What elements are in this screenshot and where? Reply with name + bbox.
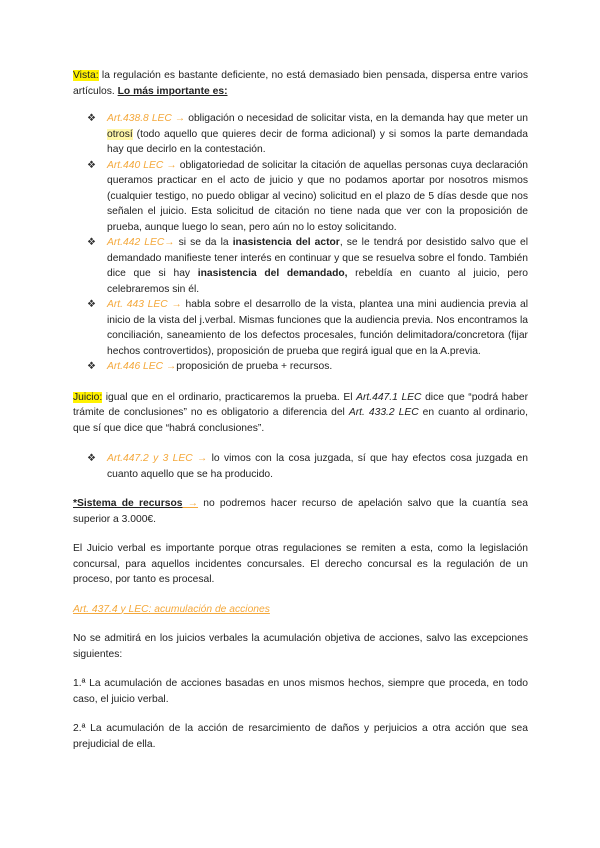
diamond-bullet-icon: ❖ <box>87 113 96 124</box>
list-item: ❖ Art.446 LEC →proposición de prueba + recursos. <box>73 359 528 375</box>
juicio-label: Juicio: <box>73 391 103 403</box>
list-item: ❖ Art. 443 LEC → habla sobre el desarrollo de la vista, plantea una mini audiencia previa al inicio de la vista del j.verbal. Mismas funciones que la audiencia previa. Nos encontramos la conciliación, saneamiento de los defectos procesales, función delimitadora/concretora (fijar hechos controvertidos), proposición de prueba que regirá igual que en la A.previa. <box>87 299 529 357</box>
diamond-bullet-icon: ❖ <box>87 237 96 248</box>
vista-paragraph <box>73 68 528 99</box>
diamond-bullet-icon: ❖ <box>87 299 96 310</box>
article-ref: Art.440 LEC → <box>107 159 177 171</box>
vista-label: Vista: <box>73 70 99 81</box>
diamond-bullet-icon: ❖ <box>87 361 96 372</box>
exception-1: 1.ª La acumulación de acciones basadas en unos mismos hechos, siempre que proceda, en todo caso, el juicio verbal. <box>73 678 528 705</box>
section-heading: Art. 437.4 y LEC: acumulación de acciones <box>73 603 270 615</box>
articles-list <box>73 111 528 375</box>
otrosi-highlight: otrosí <box>107 128 133 140</box>
exception-2: 2.ª La acumulación de la acción de resarcimiento de daños y perjuicios a otra acción que sea prejudicial de ella. <box>73 723 528 750</box>
document-page <box>73 68 528 752</box>
sistema-label: *Sistema de recursos <box>73 498 183 509</box>
list-item: ❖ Art.438.8 LEC → obligación o necesidad de solicitar vista, en la demanda hay que meter un otrosí (todo aquello que quieres decir de forma adicional) y si somos la parte demandada hay que decirlo en la contestación. <box>87 113 528 155</box>
juicio-verbal-paragraph: El Juicio verbal es importante porque otras regulaciones se remiten a esta, como la legislación concursal, para aquellos incidentes concursales. El derecho concursal es la regulación de un proceso, por tanto es procesal. <box>73 543 528 585</box>
list-item: ❖ Art.440 LEC → obligatoriedad de solicitar la citación de aquellas personas cuya declaración queramos practicar en el acto de juicio y que no podamos aportar por nosotros mismos (cualquier testigo, no puedo obligar al vecino) solicitud en el plazo de 5 días desde que nos señalen el juicio. Esta solicitud de citación no tiene nada que ver con la proposición de prueba, aunque luego lo sean, pero aún no lo estoy solicitando. <box>87 159 529 233</box>
article-ref: Art. 443 LEC → <box>107 299 182 310</box>
vista-text: la regulación es bastante deficiente, no está demasiado bien pensada, dispersa entre varios artículos. <box>73 70 528 97</box>
list-item: ❖ Art.447.2 y 3 LEC → lo vimos con la cosa juzgada, sí que hay efectos cosa juzgada en cuanto aquello que se ha producido. <box>87 453 528 480</box>
juicio-paragraph: Juicio: igual que en el ordinario, practicaremos la prueba. El Art.447.1 LEC dice que “podrá haber trámite de conclusiones” no es obligatorio a diferencia del Art. 433.2 LEC en cuanto al ordinario, que sí que dice que “habrá conclusiones”. <box>73 391 528 434</box>
article-ref: Art.438.8 LEC → <box>107 113 186 124</box>
diamond-bullet-icon: ❖ <box>87 159 96 171</box>
list-item: ❖ Art.442 LEC→ si se da la inasistencia del actor, se le tendrá por desistido salvo que el demandado manifieste tener interés en continuar y que se resuelva sobre el fondo. También dice que si hay inasistencia del demandado, rebeldía en cuanto al juicio, pero celebraremos sin él. <box>87 237 529 295</box>
sistema-recursos-paragraph: *Sistema de recursos → no podremos hacer recurso de apelación salvo que la cuantía sea superior a 3.000€. <box>73 498 528 525</box>
article-ref: Art.447.2 y 3 LEC → <box>107 453 208 464</box>
juicio-list <box>73 451 528 482</box>
diamond-bullet-icon: ❖ <box>87 453 96 464</box>
article-ref: Art.442 LEC→ <box>107 237 175 248</box>
article-ref: Art.446 LEC → <box>107 361 177 372</box>
vista-important: Lo más importante es: <box>117 85 228 97</box>
intro-paragraph: No se admitirá en los juicios verbales la acumulación objetiva de acciones, salvo las excepciones siguientes: <box>73 633 528 660</box>
arrow-icon: → <box>182 498 199 509</box>
